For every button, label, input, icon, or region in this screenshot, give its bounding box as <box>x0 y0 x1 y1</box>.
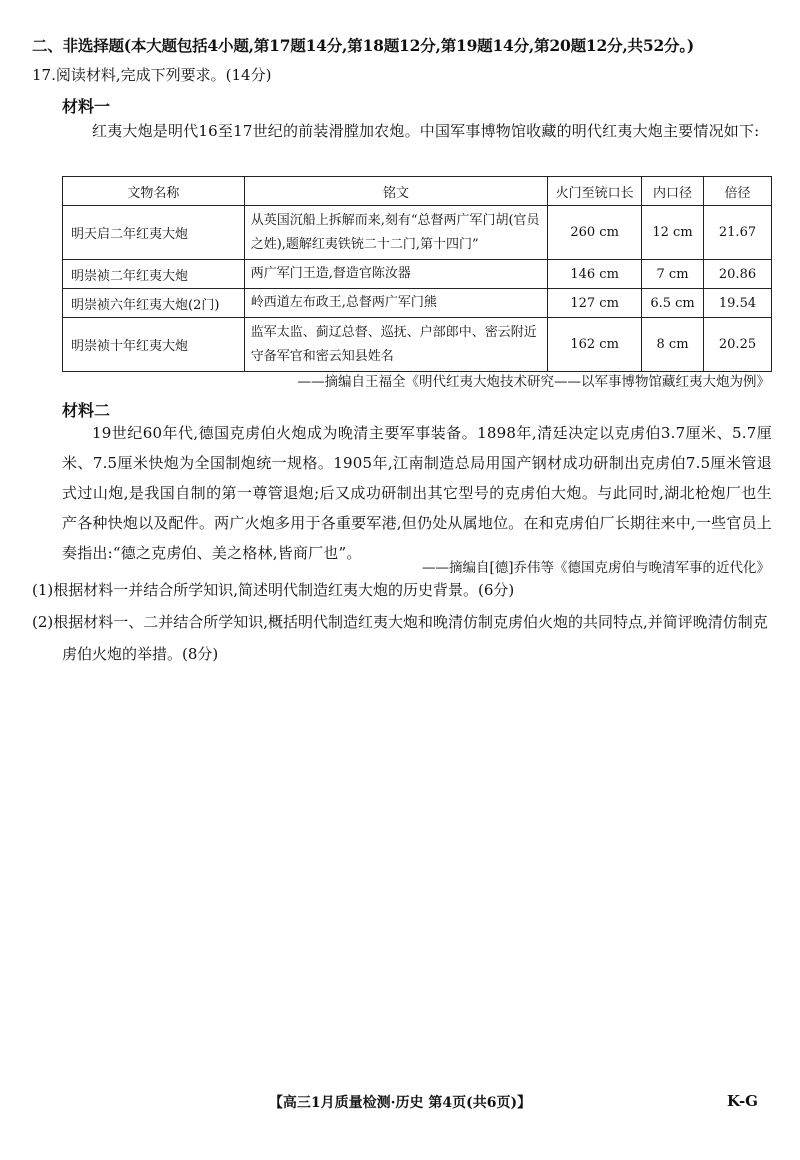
material1-title: 材料一 <box>62 97 111 116</box>
header-name: 文物名称 <box>63 177 245 206</box>
cell-length: 162 cm <box>548 318 642 372</box>
cell-ratio: 19.54 <box>704 289 772 318</box>
cell-name: 明崇祯二年红夷大炮 <box>63 260 245 289</box>
cell-caliber: 7 cm <box>642 260 704 289</box>
material1-source: ——摘编自王福全《明代红夷大炮技术研究——以军事博物馆藏红夷大炮为例》 <box>297 374 770 390</box>
table-row <box>63 289 772 318</box>
header-ratio: 倍径 <box>704 177 772 206</box>
material2-title: 材料二 <box>62 401 111 420</box>
cell-caliber: 8 cm <box>642 318 704 372</box>
cell-inscription: 岭西道左布政王,总督两广军门熊 <box>244 289 547 318</box>
cell-name: 明崇祯六年红夷大炮(2门) <box>63 289 245 318</box>
question-intro: 17.阅读材料,完成下列要求。(14分) <box>32 66 272 84</box>
cell-caliber: 12 cm <box>642 206 704 260</box>
material2-source: ——摘编自[德]乔伟等《德国克虏伯与晚清军事的近代化》 <box>421 560 770 576</box>
cell-inscription: 两广军门王造,督造官陈汝器 <box>244 260 547 289</box>
header-caliber: 内口径 <box>642 177 704 206</box>
cell-ratio: 21.67 <box>704 206 772 260</box>
table-row <box>63 260 772 289</box>
cell-inscription: 从英国沉船上拆解而来,刻有“总督两广军门胡(官员之姓),题解红夷铁铳二十二门,第十四门” <box>244 206 547 260</box>
paper-code: K-G <box>727 1092 758 1110</box>
section-heading: 二、非选择题(本大题包括4小题,第17题14分,第18题12分,第19题14分,第20题12分,共52分。) <box>32 36 695 55</box>
table-row <box>63 206 772 260</box>
header-length: 火门至铳口长 <box>548 177 642 206</box>
cell-length: 260 cm <box>548 206 642 260</box>
subquestion-2: (2)根据材料一、二并结合所学知识,概括明代制造红夷大炮和晚清仿制克虏伯火炮的共同特点,并简评晚清仿制克虏伯火炮的举措。(8分) <box>32 613 768 663</box>
cell-name: 明崇祯十年红夷大炮 <box>63 318 245 372</box>
material2-text: 19世纪60年代,德国克虏伯火炮成为晚清主要军事装备。1898年,清廷决定以克虏伯3.7厘米、5.7厘米、7.5厘米快炮为全国制炮统一规格。1905年,江南制造总局用国产钢材成功研制出克虏伯7.5厘米管退式过山炮,是我国自制的第一尊管退炮;后又成功研制出其它型号的克虏伯大炮。与此同时,湖北枪炮厂也生产各种快炮以及配件。两广火炮多用于各重要军港,但仍处从属地位。在和克虏伯厂长期往来中,一些官员上奏指出:“德之克虏伯、美之格林,皆商厂也”。 <box>62 424 772 562</box>
cell-ratio: 20.25 <box>704 318 772 372</box>
cell-inscription: 监军太监、蓟辽总督、巡抚、户部郎中、密云附近守备军官和密云知县姓名 <box>244 318 547 372</box>
cell-length: 127 cm <box>548 289 642 318</box>
material1-intro: 红夷大炮是明代16至17世纪的前装滑膛加农炮。中国军事博物馆收藏的明代红夷大炮主要情况如下: <box>92 122 760 140</box>
cell-name: 明天启二年红夷大炮 <box>63 206 245 260</box>
table-header-row <box>63 177 772 206</box>
cell-caliber: 6.5 cm <box>642 289 704 318</box>
table-row <box>63 318 772 372</box>
cell-length: 146 cm <box>548 260 642 289</box>
cell-ratio: 20.86 <box>704 260 772 289</box>
header-inscription: 铭文 <box>244 177 547 206</box>
page-footer: 【高三1月质量检测·历史 第4页(共6页)】 <box>268 1095 532 1111</box>
subquestion-1: (1)根据材料一并结合所学知识,简述明代制造红夷大炮的历史背景。(6分) <box>32 581 515 599</box>
artifact-table <box>62 176 772 372</box>
